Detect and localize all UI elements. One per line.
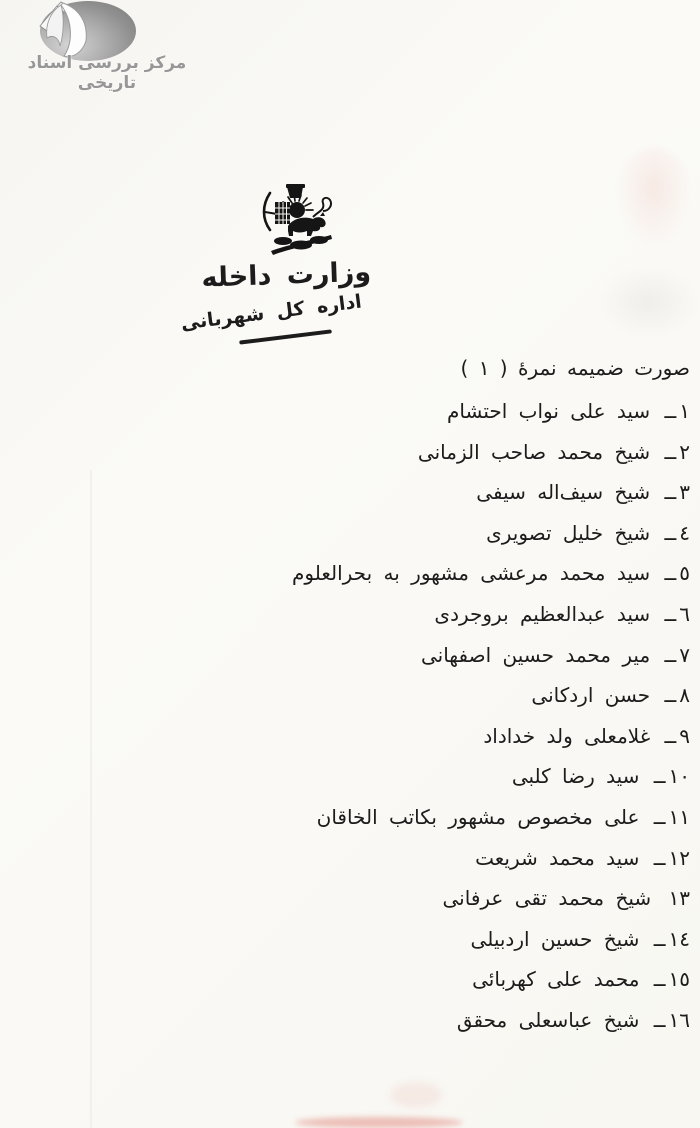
department-title: اداره کل شهربانی [179,290,363,335]
paper-fold-line [90,470,92,1128]
entry-number: ٢ [679,439,690,464]
ministry-title: وزارت داخله [200,256,372,294]
entry-dash: ــ [664,520,677,545]
entry-dash: ــ [653,926,666,951]
entry-name: شیخ خلیل تصویری [486,520,651,545]
entry-number: ١٢ [668,845,690,870]
entry-name: سید محمد شریعت [475,845,640,870]
pink-smudge [295,1117,463,1128]
entry-row [292,838,690,879]
entry-row [292,513,690,554]
attachment-heading: صورت ضمیمه نمرهٔ ( ١ ) [460,356,690,380]
entry-row [292,472,690,513]
entry-number: ٤ [679,520,690,545]
entry-dash: ــ [653,804,666,829]
entry-number: ٧ [679,642,690,667]
entry-name: سید رضا کلبی [511,764,640,789]
archive-watermark [0,0,218,92]
entry-row [292,675,690,716]
entry-row [292,553,690,594]
entry-name: شیخ محمد صاحب الزمانی [417,439,651,464]
entry-name: شیخ حسین اردبیلی [470,926,640,951]
entry-dash: ــ [664,683,677,708]
entry-name: محمد علی کهربائی [472,967,640,992]
entry-dash: ــ [664,561,677,586]
ink-bleedthrough [598,266,700,338]
entry-number: ١٣ [668,886,690,911]
entry-row [292,432,690,473]
entry-dash: ــ [653,1007,666,1032]
entry-dash: ــ [664,723,677,748]
lion-sun-emblem-icon [257,182,345,260]
entry-number: ٨ [679,683,690,708]
entry-name: شیخ محمد تقی عرفانی [442,886,652,911]
entry-dash: ــ [664,399,677,423]
entry-number: ١٤ [668,926,690,951]
entry-name: شیخ سیف‌اله سیفی [476,480,651,505]
attachment-list [292,345,690,1041]
entry-row [292,716,690,757]
entry-row [292,919,690,960]
entry-dash: ــ [664,601,677,626]
entry-name: سید علی نواب احتشام [447,399,651,423]
entry-name: سید عبدالعظیم بروجردی [434,601,651,626]
entry-name: شیخ عباسعلی محقق [456,1007,640,1032]
entry-number: ١١ [668,804,690,829]
entry-row [292,635,690,676]
watermark-caption: مرکز بررسی اسناد تاریخی [27,53,187,93]
entry-number: ٦ [679,601,690,626]
entry-number: ٩ [679,723,690,748]
entry-row [292,797,690,838]
entry-name: حسن اردکانی [531,683,651,708]
entry-row [292,1000,690,1041]
entry-dash: ــ [664,439,677,464]
entry-name: غلامعلی ولد خداداد [483,723,651,748]
entry-number: ١ [679,399,690,423]
entry-name: میر محمد حسین اصفهانی [420,642,651,667]
entry-row [292,959,690,1000]
entry-number: ١٦ [668,1007,690,1032]
entry-row [292,391,690,432]
entry-number: ٣ [679,480,690,505]
entry-dash: ــ [653,967,666,992]
entry-dash: ــ [653,764,666,789]
entry-name: سید محمد مرعشی مشهور به بحرالعلوم [292,561,651,586]
entry-dash: ــ [653,845,666,870]
entry-row [292,594,690,635]
entry-number: ٥ [679,561,690,586]
faded-stamp-ghost [616,148,692,248]
entry-dash: ــ [664,480,677,505]
entry-row [292,756,690,797]
pink-smudge-faint [390,1082,442,1108]
department-underline [239,329,332,344]
entry-dash: ــ [664,642,677,667]
entry-number: ١٥ [668,967,690,992]
entry-name: علی مخصوص مشهور بکاتب الخاقان [316,804,640,829]
entry-row [292,878,690,919]
entry-number: ١٠ [668,764,690,789]
